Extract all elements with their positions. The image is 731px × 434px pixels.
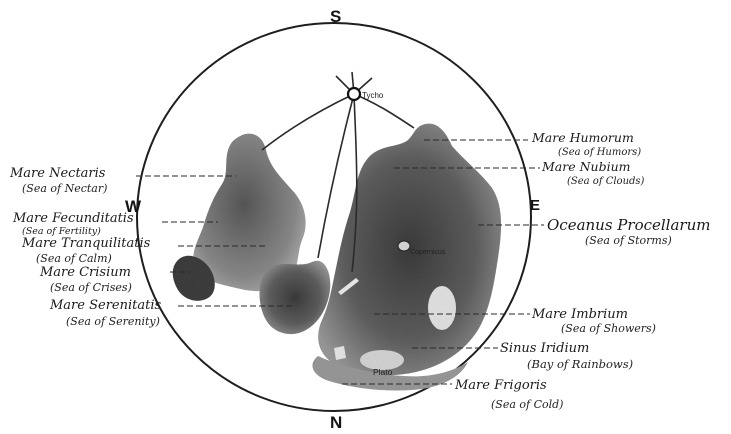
sublabel-mare-tranquillitatis: (Sea of Calm) xyxy=(36,252,112,265)
label-mare-tranquillitatis: Mare Tranquilitatis xyxy=(22,236,151,251)
label-mare-fecunditatis: Mare Fecunditatis xyxy=(13,211,134,226)
sublabel-oceanus-procellarum: (Sea of Storms) xyxy=(585,234,672,247)
compass-north: N xyxy=(330,413,343,432)
label-mare-serenitatis: Mare Serenitatis xyxy=(50,298,162,313)
compass-south: S xyxy=(330,7,342,26)
label-mare-crisium: Mare Crisium xyxy=(40,265,131,280)
tycho-crater-shape xyxy=(348,88,360,100)
label-mare-humorum: Mare Humorum xyxy=(532,130,634,145)
plato-label: Plato xyxy=(373,367,393,377)
compass-east: E xyxy=(530,197,541,214)
sublabel-sinus-iridum: (Bay of Rainbows) xyxy=(527,357,634,371)
sublabel-mare-frigoris: (Sea of Cold) xyxy=(491,398,564,411)
sublabel-mare-imbrium: (Sea of Showers) xyxy=(561,322,656,335)
sublabel-mare-crisium: (Sea of Crises) xyxy=(50,281,132,294)
sinus-iridum-shape xyxy=(428,286,456,330)
copernicus-crater-shape xyxy=(398,241,410,251)
label-sinus-iridum: Sinus Iridium xyxy=(500,341,590,356)
sublabel-mare-humorum: (Sea of Humors) xyxy=(558,147,642,158)
bright-fleck xyxy=(334,346,346,360)
tycho-label: Tycho xyxy=(362,91,384,100)
compass-west: W xyxy=(125,197,142,216)
label-mare-imbrium: Mare Imbrium xyxy=(532,307,628,322)
label-mare-nectaris: Mare Nectaris xyxy=(10,166,106,181)
label-mare-frigoris: Mare Frigoris xyxy=(455,378,547,393)
label-oceanus-procellarum: Oceanus Procellarum xyxy=(547,216,711,234)
copernicus-label: Copernicus xyxy=(410,249,446,256)
sublabel-mare-nubium: (Sea of Clouds) xyxy=(567,176,645,187)
label-mare-nubium: Mare Nubium xyxy=(542,159,631,174)
sublabel-mare-serenitatis: (Sea of Serenity) xyxy=(66,315,160,328)
sublabel-mare-nectaris: (Sea of Nectar) xyxy=(22,182,108,195)
sublabel-mare-fecunditatis: (Sea of Fertility) xyxy=(22,226,101,237)
